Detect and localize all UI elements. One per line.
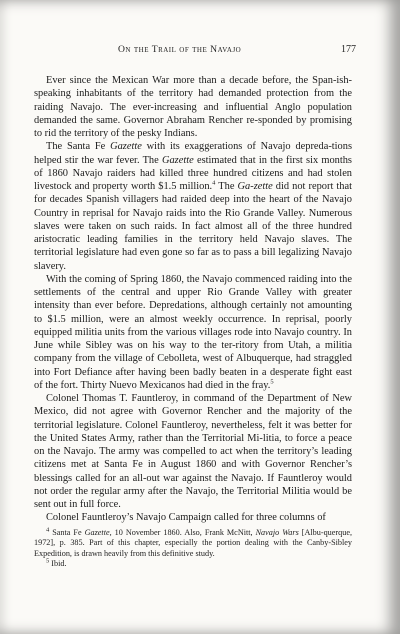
footnote-marker: 4 bbox=[212, 179, 216, 187]
text-run: Ibid. bbox=[49, 559, 67, 569]
page-header bbox=[0, 44, 392, 58]
footnote-marker: 5 bbox=[270, 378, 274, 386]
text-run: Santa Fe bbox=[49, 528, 85, 537]
text-run: Colonel Thomas T. Fauntleroy, in command of the Department of New Mexico, did not agree with Governor Rencher and the majority of the territorial legislature. Colonel Fauntleroy, nevertheless, felt it was better for the United States Army, rather than the Territorial Mi-litia, to force a peace on the Navajo. The army was compelled to act when the territory’s leading citizens met at Santa Fe in August 1860 and with Governor Rencher’s blessings called for an all-out war against the Navajo. If Fauntleroy would not order the regular army after the Navajo, the Territorial Militia would be sent out in full force. bbox=[34, 393, 352, 510]
italic-text: Navajo Wars bbox=[255, 528, 299, 537]
italic-text: Gazette, bbox=[84, 528, 112, 537]
text-run: 10 November 1860. Also, Frank McNitt, bbox=[111, 528, 256, 537]
running-head: On the Trail of the Navajo bbox=[118, 44, 242, 55]
italic-text: Ga-zette bbox=[237, 181, 273, 192]
text-run: The bbox=[215, 181, 238, 192]
text-run: Ever since the Mexican War more than a decade before, the Span-ish-speaking inhabitants of the territory had demanded protection from the raiding Navajo. The ever-increasing and influential Anglo population demanded the same. Governor Abraham Rencher re-sponded by promising to rid the territory of the pesky Indians. bbox=[34, 75, 352, 139]
italic-text: Gazette bbox=[110, 141, 142, 153]
text-run: estimated that in the first six months of 1860 Navajo raiders had killed three hundred citizens and had stolen livestock and property worth $1.5 million. bbox=[34, 154, 352, 192]
text-run: Colonel Fauntleroy’s Navajo Campaign called for three columns of bbox=[46, 512, 326, 524]
text-run: The Santa Fe bbox=[46, 141, 111, 153]
footnote-marker: 5 bbox=[46, 557, 50, 565]
text-run: With the coming of Spring 1860, the Navajo commenced raiding into the settlements of the central and upper Rio Grande Valley with greater intensity than ever before. Depredations, although certainly not amounting to $1.5 million, were an almost weekly occurrence. In reprisal, poorly equipped militia units from the various villages rode into Navajo country. In June while Sibley was on his way to the ter-ritory from Utah, a militia company from the village of Cebolleta, west of Albuquerque, had straggled into Fort Defiance after having been badly beaten in a desperate fight east of the fort. Thirty Nuevo Mexicanos had died in the fray. bbox=[34, 273, 352, 391]
paragraph bbox=[34, 273, 352, 392]
paragraph bbox=[34, 392, 352, 511]
footnotes bbox=[34, 528, 352, 570]
footnote bbox=[34, 528, 352, 559]
body-text bbox=[34, 74, 352, 525]
page-number: 177 bbox=[341, 44, 356, 55]
text-run: did not report that for decades Spanish villagers had raided deep into the heart of the Navajo Country in reprisal for Navajo raids into the Rio Grande Valley. Numerous slaves were taken on such raids. In fact almost all of the three hundred aristocratic leading families in the territory held Navajo slaves. The territorial legislature had even gone so far as to pass a bill legalizing Navajo slavery. bbox=[34, 181, 352, 272]
footnote-marker: 4 bbox=[46, 526, 50, 534]
paragraph bbox=[34, 74, 352, 140]
paragraph bbox=[34, 140, 352, 273]
paragraph bbox=[34, 511, 352, 524]
text-run: [Albu-querque, 1972], p. 385. Part of this chapter, especially the portion dealing with the Canby-Sibley Expedition, is drawn heavily from this definitive study. bbox=[34, 528, 352, 558]
text-run: with its exaggerations of Navajo depreda-tions helped stir the war fever. The bbox=[34, 141, 352, 166]
footnote bbox=[34, 559, 352, 569]
italic-text: Gazette bbox=[161, 154, 194, 166]
